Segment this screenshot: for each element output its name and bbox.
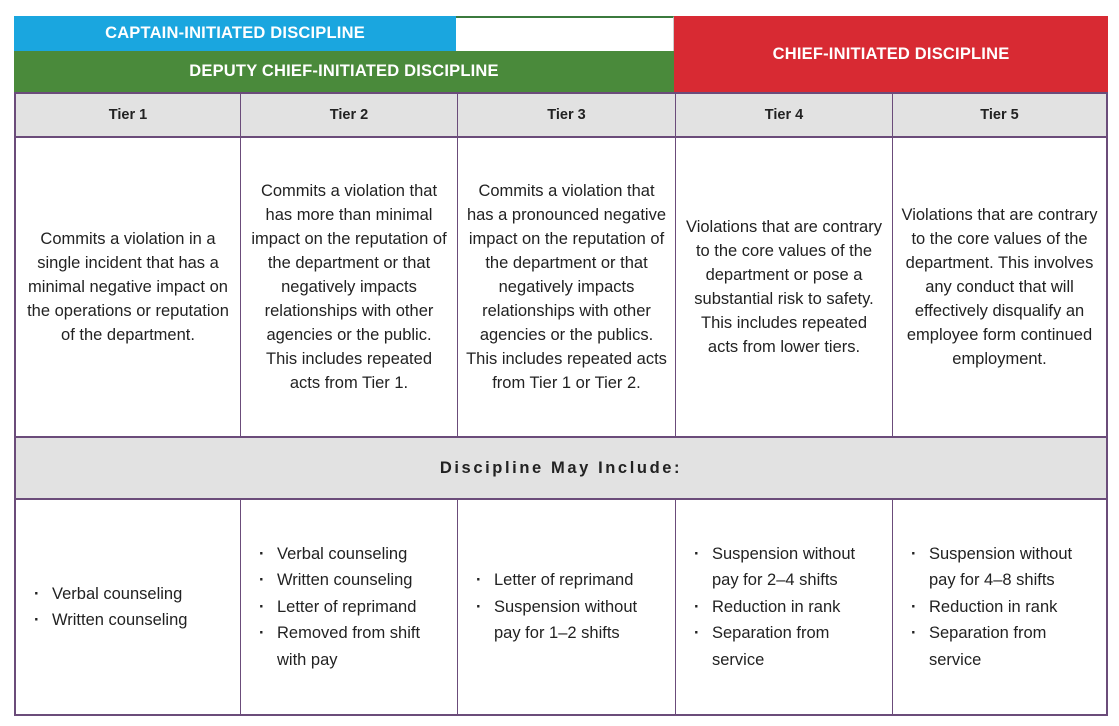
list-item: · Removed from shift with pay xyxy=(257,620,447,673)
list-item: · Written counseling xyxy=(32,607,187,634)
list-item: · Separation from service xyxy=(692,620,882,673)
tier-4-header: Tier 4 xyxy=(676,94,893,136)
tier-4-discipline xyxy=(676,500,893,714)
list-item: · Reduction in rank xyxy=(909,594,1096,621)
tier-5-discipline xyxy=(893,500,1106,714)
tier-1-discipline xyxy=(16,500,241,714)
tier-4-discipline-list xyxy=(692,541,882,674)
tier-2-description: Commits a violation that has more than minimal impact on the reputation of the department or that negatively impacts relationships with other agencies or the public. This includes repeated acts from Tier 1. xyxy=(241,138,458,436)
tier-5-discipline-list xyxy=(909,541,1096,674)
tier-header-row xyxy=(16,92,1106,138)
list-item: · Verbal counseling xyxy=(257,541,447,568)
tier-1-discipline-list xyxy=(32,581,187,634)
tier-description-row xyxy=(16,138,1106,438)
chief-initiated-banner: CHIEF-INITIATED DISCIPLINE xyxy=(674,16,1108,92)
tier-2-header: Tier 2 xyxy=(241,94,458,136)
discipline-tier-table xyxy=(14,14,1108,716)
discipline-may-include-label: Discipline May Include: xyxy=(439,458,683,477)
list-item: · Letter of reprimand xyxy=(257,594,447,621)
list-item: · Suspension without pay for 1–2 shifts xyxy=(474,594,665,647)
discipline-list-row xyxy=(16,500,1106,714)
list-item: · Letter of reprimand xyxy=(474,567,665,594)
tier-2-discipline-list xyxy=(257,541,447,674)
tier-grid xyxy=(14,92,1108,716)
tier-3-discipline-list xyxy=(474,567,665,647)
tier-3-discipline xyxy=(458,500,676,714)
tier-1-header: Tier 1 xyxy=(16,94,241,136)
list-item: · Verbal counseling xyxy=(32,581,187,608)
deputy-chief-initiated-banner: DEPUTY CHIEF-INITIATED DISCIPLINE xyxy=(14,51,674,92)
tier-5-header: Tier 5 xyxy=(980,107,1019,123)
captain-initiated-banner: CAPTAIN-INITIATED DISCIPLINE xyxy=(14,16,456,51)
list-item: · Reduction in rank xyxy=(692,594,882,621)
list-item: · Separation from service xyxy=(909,620,1096,673)
tier-1-description: Commits a violation in a single incident that has a minimal negative impact on the operations or reputation of the department. xyxy=(16,138,241,436)
tier-5-description: Violations that are contrary to the core values of the department. This involves any conduct that will effectively disqualify an employee form continued employment. xyxy=(901,206,1098,368)
list-item: · Suspension without pay for 4–8 shifts xyxy=(909,541,1096,594)
tier-2-discipline xyxy=(241,500,458,714)
tier-3-header: Tier 3 xyxy=(458,94,676,136)
discipline-may-include-row xyxy=(16,438,1106,500)
list-item: · Suspension without pay for 2–4 shifts xyxy=(692,541,882,594)
initiation-banner xyxy=(14,14,1108,92)
tier-3-description: Commits a violation that has a pronounced negative impact on the reputation of the department or that negatively impacts relationships with other agencies or the publics. This includes repeated acts from Tier 1 or Tier 2. xyxy=(458,138,676,436)
list-item: · Written counseling xyxy=(257,567,447,594)
tier-4-description: Violations that are contrary to the core values of the department or pose a substantial risk to safety. This includes repeated acts from lower tiers. xyxy=(676,138,893,436)
banner-spacer xyxy=(456,16,674,51)
